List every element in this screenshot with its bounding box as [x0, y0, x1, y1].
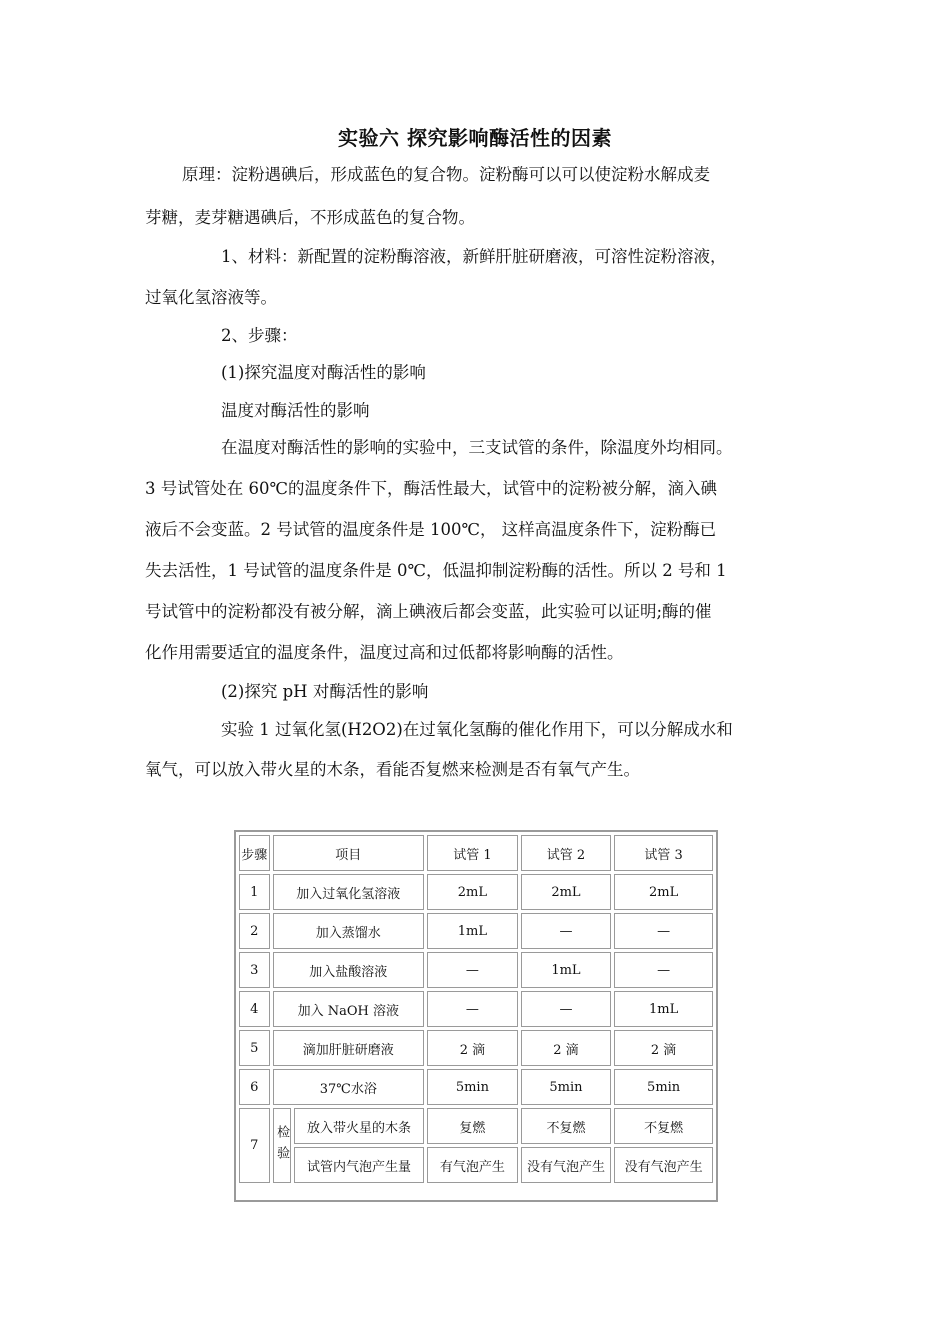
- paragraph-line: 液后不会变蓝。2 号试管的温度条件是 100℃， 这样高温度条件下，淀粉酶已: [145, 520, 717, 539]
- table-header-cell: 项目: [273, 835, 425, 871]
- paragraph-line: 温度对酶活性的影响: [221, 401, 370, 420]
- paragraph-line: 芽糖，麦芽糖遇碘后，不形成蓝色的复合物。: [145, 208, 475, 227]
- table-cell: —: [427, 952, 518, 988]
- table-cell: 3: [239, 952, 270, 988]
- table-cell: 1mL: [614, 991, 713, 1027]
- page-title: 实验六 探究影响酶活性的因素: [338, 126, 612, 150]
- table-cell: —: [614, 913, 713, 949]
- paragraph-line: 1、材料：新配置的淀粉酶溶液，新鲜肝脏研磨液，可溶性淀粉溶液，: [221, 247, 727, 266]
- table-cell: 不复燃: [521, 1108, 612, 1144]
- table-header-cell: 试管 2: [521, 835, 612, 871]
- paragraph-line: 3 号试管处在 60℃的温度条件下，酶活性最大，试管中的淀粉被分解，滴入碘: [145, 479, 717, 498]
- table-cell: —: [521, 913, 612, 949]
- table-cell: 2 滴: [427, 1030, 518, 1066]
- table-cell: 2: [239, 913, 270, 949]
- table-header-cell: 试管 3: [614, 835, 713, 871]
- table-cell: 没有气泡产生: [614, 1147, 713, 1183]
- table-row: [239, 1030, 713, 1066]
- table-cell: 加入 NaOH 溶液: [273, 991, 425, 1027]
- table-cell: 37℃水浴: [273, 1069, 425, 1105]
- table-cell: 4: [239, 991, 270, 1027]
- table-cell: 5min: [427, 1069, 518, 1105]
- table-row: [239, 952, 713, 988]
- table-cell: 有气泡产生: [427, 1147, 518, 1183]
- table-cell: 7: [239, 1108, 270, 1183]
- table-cell: 1mL: [521, 952, 612, 988]
- table-cell: 试管内气泡产生量: [294, 1147, 424, 1183]
- paragraph-line: (2)探究 pH 对酶活性的影响: [221, 682, 429, 701]
- table-cell: —: [614, 952, 713, 988]
- table-cell: 放入带火星的木条: [294, 1108, 424, 1144]
- table-cell: 2mL: [427, 874, 518, 910]
- table-row: [239, 913, 713, 949]
- table-cell: 5: [239, 1030, 270, 1066]
- paragraph-line: 2、步骤：: [221, 326, 298, 345]
- table-cell: 没有气泡产生: [521, 1147, 612, 1183]
- table-row: [239, 1069, 713, 1105]
- table-cell: —: [521, 991, 612, 1027]
- table-cell: 加入过氧化氢溶液: [273, 874, 425, 910]
- paragraph-line: 过氧化氢溶液等。: [145, 288, 277, 307]
- table-header-cell: 试管 1: [427, 835, 518, 871]
- table-header-cell: 步骤: [239, 835, 270, 871]
- paragraph-line: 在温度对酶活性的影响的实验中，三支试管的条件，除温度外均相同。: [221, 438, 733, 457]
- paragraph-line: (1)探究温度对酶活性的影响: [221, 363, 426, 382]
- table-row: [239, 874, 713, 910]
- paragraph-line: 原理：淀粉遇碘后，形成蓝色的复合物。淀粉酶可以可以使淀粉水解成麦: [182, 165, 710, 184]
- table-cell: 2 滴: [521, 1030, 612, 1066]
- table-cell: 2mL: [614, 874, 713, 910]
- table-header-row: [239, 835, 713, 871]
- table-row: [239, 1108, 713, 1144]
- table-cell: 1mL: [427, 913, 518, 949]
- paragraph-line: 失去活性，1 号试管的温度条件是 0℃，低温抑制淀粉酶的活性。所以 2 号和 1: [145, 561, 727, 580]
- table-cell: 5min: [614, 1069, 713, 1105]
- table-cell: 不复燃: [614, 1108, 713, 1144]
- table-cell: 5min: [521, 1069, 612, 1105]
- table-cell: 6: [239, 1069, 270, 1105]
- table-cell: 复燃: [427, 1108, 518, 1144]
- experiment-table: [234, 830, 718, 1202]
- table-cell: 加入蒸馏水: [273, 913, 425, 949]
- table-row: [239, 991, 713, 1027]
- paragraph-line: 氧气，可以放入带火星的木条，看能否复燃来检测是否有氧气产生。: [145, 760, 640, 779]
- table-cell: —: [427, 991, 518, 1027]
- paragraph-line: 化作用需要适宜的温度条件，温度过高和过低都将影响酶的活性。: [145, 643, 624, 662]
- table-cell: 加入盐酸溶液: [273, 952, 425, 988]
- table-cell: 2 滴: [614, 1030, 713, 1066]
- table-row: [239, 1147, 713, 1183]
- table-group-cell: 检验: [273, 1108, 291, 1183]
- table-cell: 2mL: [521, 874, 612, 910]
- table-cell: 1: [239, 874, 270, 910]
- table-cell: 滴加肝脏研磨液: [273, 1030, 425, 1066]
- paragraph-line: 号试管中的淀粉都没有被分解，滴上碘液后都会变蓝，此实验可以证明;酶的催: [145, 602, 712, 621]
- paragraph-line: 实验 1 过氧化氢(H2O2)在过氧化氢酶的催化作用下，可以分解成水和: [221, 720, 733, 739]
